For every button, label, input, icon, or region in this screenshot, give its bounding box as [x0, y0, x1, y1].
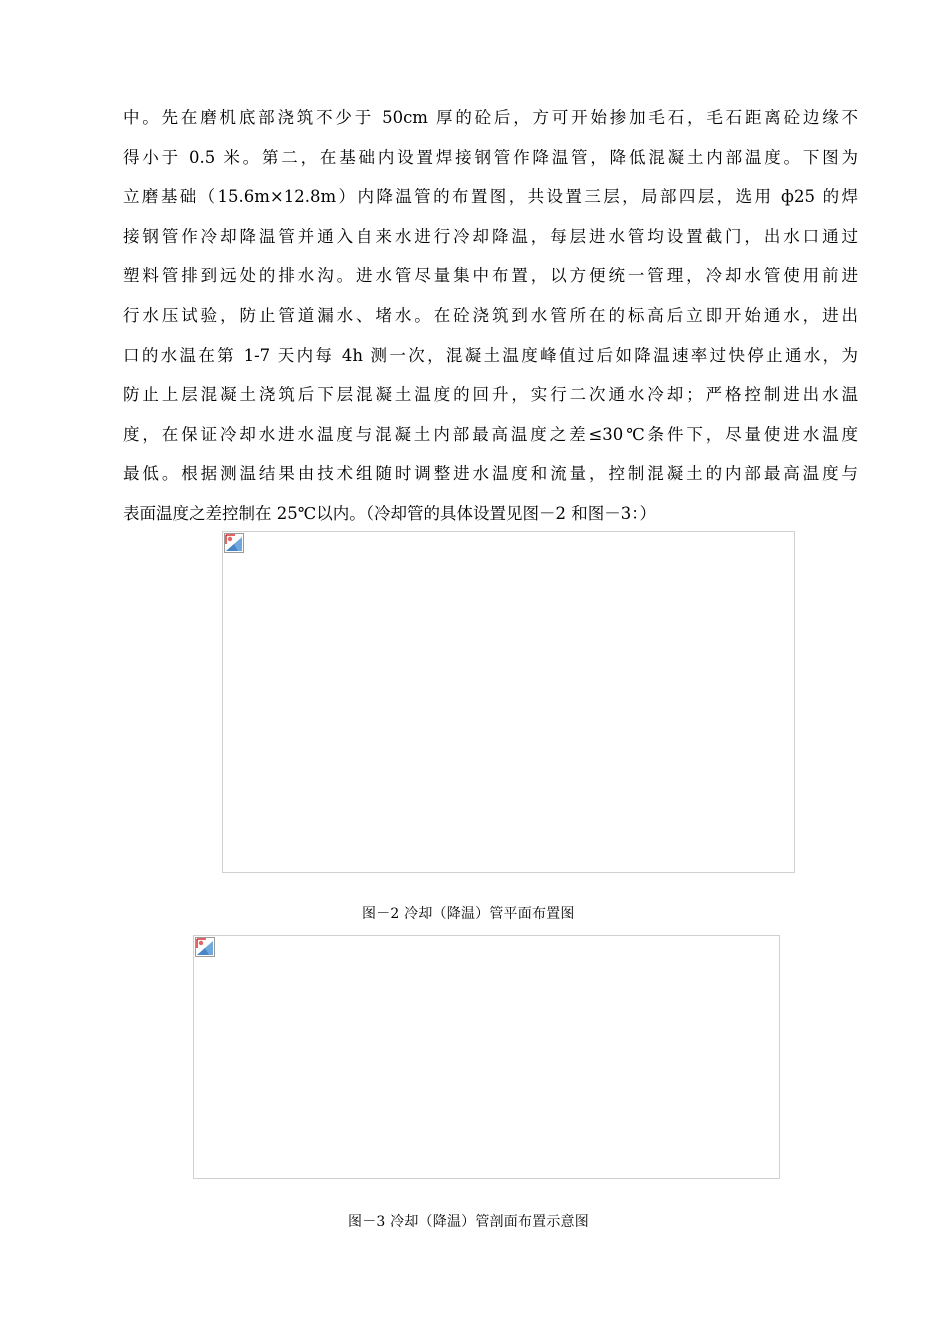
paragraph-line: 中。先在磨机底部浇筑不少于 50cm 厚的砼后，方可开始掺加毛石，毛石距离砼边缘不	[123, 108, 858, 127]
broken-image-icon	[224, 533, 244, 553]
paragraph-line: 塑料管排到远处的排水沟。进水管尽量集中布置，以方便统一管理，冷却水管使用前进	[123, 266, 858, 286]
paragraph-line: 口的水温在第 1-7 天内每 4h 测一次，混凝土温度峰值过后如降温速率过快停止通水，为	[123, 345, 858, 365]
paragraph-line: 接钢管作冷却降温管并通入自来水进行冷却降温，每层进水管均设置截门，出水口通过	[123, 226, 858, 246]
broken-image-icon	[195, 937, 215, 957]
paragraph-line: 得小于 0.5 米。第二，在基础内设置焊接钢管作降温管，降低混凝土内部温度。下图为	[123, 147, 858, 167]
paragraph-line: 防止上层混凝土浇筑后下层混凝土温度的回升，实行二次通水冷却；严格控制进出水温	[123, 385, 858, 405]
figure-2-caption: 图－2 冷却（降温）管平面布置图	[362, 906, 575, 922]
body-paragraph	[123, 98, 858, 534]
paragraph-line: 立磨基础（15.6m×12.8m）内降温管的布置图，共设置三层，局部四层，选用 ф25 的焊	[123, 187, 858, 207]
paragraph-line: 表面温度之差控制在 25℃以内。（冷却管的具体设置见图－2 和图－3：）	[123, 503, 656, 523]
paragraph-line: 行水压试验，防止管道漏水、堵水。在砼浇筑到水管所在的标高后立即开始通水，进出	[123, 305, 858, 325]
figure-3-caption: 图－3 冷却（降温）管剖面布置示意图	[348, 1214, 589, 1230]
figure-2-image-placeholder	[222, 531, 795, 873]
paragraph-line: 度，在保证冷却水进水温度与混凝土内部最高温度之差≤30℃条件下，尽量使进水温度	[123, 424, 858, 444]
paragraph-line: 最低。根据测温结果由技术组随时调整进水温度和流量，控制混凝土的内部最高温度与	[123, 464, 858, 484]
figure-3-image-placeholder	[193, 935, 780, 1179]
